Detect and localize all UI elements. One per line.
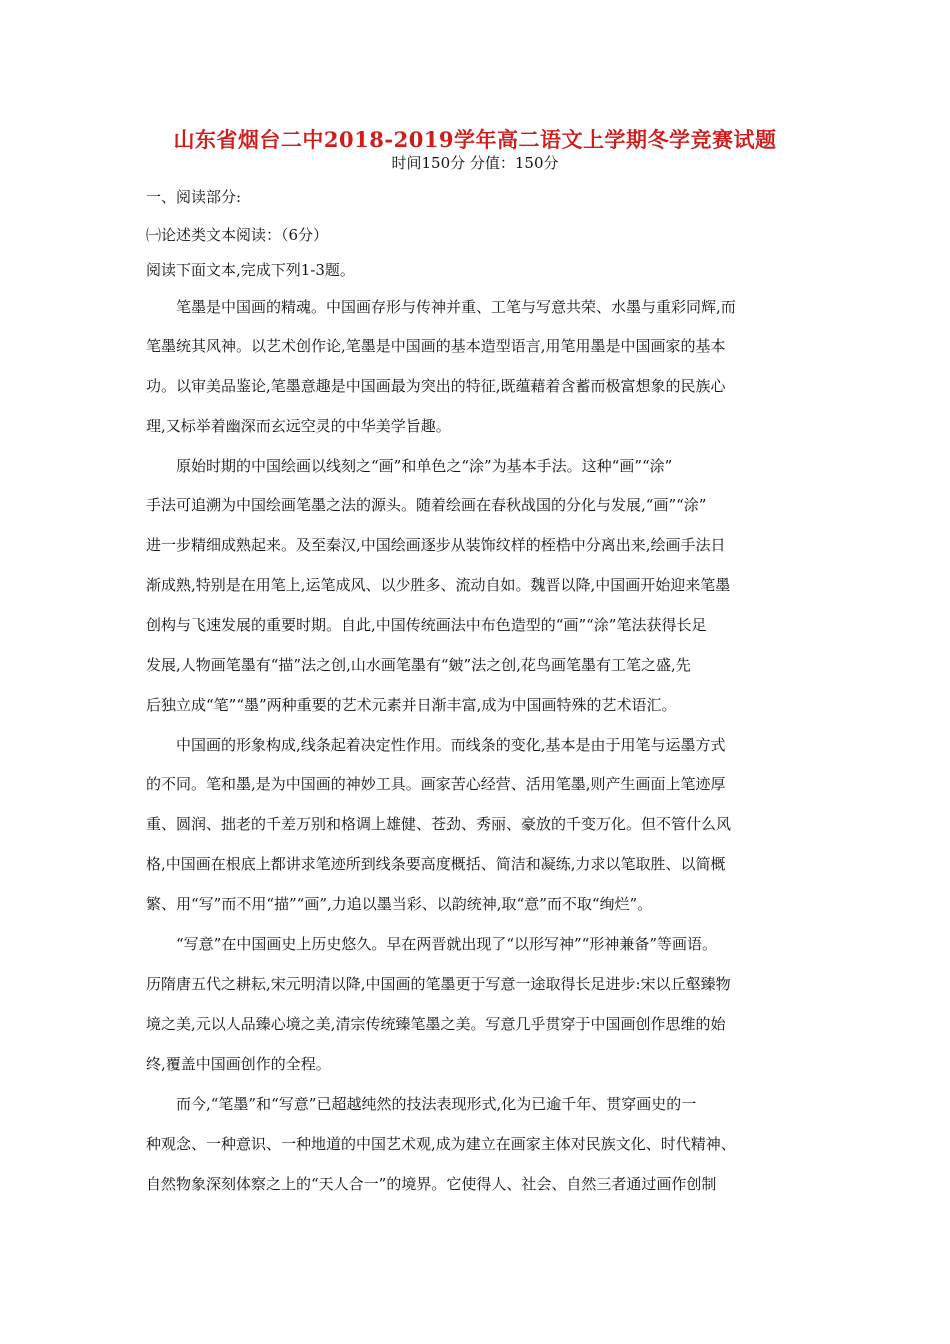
text-line: 境之美,元以人品臻心境之美,清宗传统臻笔墨之美。写意几乎贯穿于中国画创作思维的始: [146, 1015, 726, 1033]
text-line: 笔墨是中国画的精魂。中国画存形与传神并重、工笔与写意共荣、水墨与重彩同辉,而: [176, 298, 736, 316]
text-line: 渐成熟,特别是在用笔上,运笔成风、以少胜多、流动自如。魏晋以降,中国画开始迎来笔墨: [146, 576, 731, 594]
text-line: 原始时期的中国绘画以线刻之“画”和单色之“涂”为基本手法。这种“画”“涂”: [176, 457, 673, 475]
text-line: 发展,人物画笔墨有“描”法之创,山水画笔墨有“皴”法之创,花鸟画笔墨有工笔之盛,先: [146, 656, 691, 674]
text-line: 的不同。笔和墨,是为中国画的神妙工具。画家苦心经营、活用笔墨,则产生画面上笔迹厚: [146, 775, 726, 793]
text-line: 笔墨统其风神。以艺术创作论,笔墨是中国画的基本造型语言,用笔用墨是中国画家的基本: [146, 337, 726, 355]
instruction-text: 阅读下面文本,完成下列1-3题。: [146, 261, 355, 279]
text-line: 繁、用“写”而不用“描”“画”,力追以墨当彩、以韵统神,取“意”而不取“绚烂”。: [146, 895, 653, 913]
text-line: 功。以审美品鉴论,笔墨意趣是中国画最为突出的特征,既蕴藉着含蓄而极富想象的民族心: [146, 377, 726, 395]
text-line: 重、圆润、拙老的千差万别和格调上雄健、苍劲、秀丽、豪放的千变万化。但不管什么风: [146, 815, 732, 833]
text-line: 而今,“笔墨”和“写意”已超越纯然的技法表现形式,化为已逾千年、贯穿画史的一: [176, 1095, 697, 1113]
text-line: 格,中国画在根底上都讲求笔迹所到线条要高度概括、简洁和凝练,力求以笔取胜、以简概: [146, 855, 726, 873]
text-line: 进一步精细成熟起来。及至秦汉,中国绘画逐步从装饰纹样的桎梏中分离出来,绘画手法日: [146, 536, 726, 554]
exam-info: 时间150分 分值：150分: [391, 154, 559, 172]
text-line: 创构与飞速发展的重要时期。自此,中国传统画法中布色造型的“画”“涂”笔法获得长足: [146, 616, 707, 634]
text-line: 历隋唐五代之耕耘,宋元明清以降,中国画的笔墨更于写意一途取得长足进步:宋以丘壑臻物: [146, 975, 731, 993]
text-line: 终,覆盖中国画创作的全程。: [146, 1055, 331, 1073]
text-line: 自然物象深刻体察之上的“天人合一”的境界。它使得人、社会、自然三者通过画作创制: [146, 1175, 717, 1193]
text-line: 后独立成“笔”“墨”两种重要的艺术元素并日渐丰富,成为中国画特殊的艺术语汇。: [146, 696, 677, 714]
section-heading: 一、阅读部分:: [146, 188, 242, 206]
text-line: 理,又标举着幽深而玄远空灵的中华美学旨趣。: [146, 417, 451, 435]
text-line: 中国画的形象构成,线条起着决定性作用。而线条的变化,基本是由于用笔与运墨方式: [176, 736, 726, 754]
subsection-heading: ㈠论述类文本阅读：（6分）: [146, 226, 329, 244]
text-line: 手法可追溯为中国绘画笔墨之法的源头。随着绘画在春秋战国的分化与发展,“画”“涂”: [146, 496, 707, 514]
document-title: 山东省烟台二中2018-2019学年高二语文上学期冬学竞赛试题: [173, 127, 777, 152]
text-line: 种观念、一种意识、一种地道的中国艺术观,成为建立在画家主体对民族文化、时代精神、: [146, 1135, 736, 1153]
text-line: “写意”在中国画史上历史悠久。早在两晋就出现了“以形写神”“形神兼备”等画语。: [176, 935, 718, 953]
